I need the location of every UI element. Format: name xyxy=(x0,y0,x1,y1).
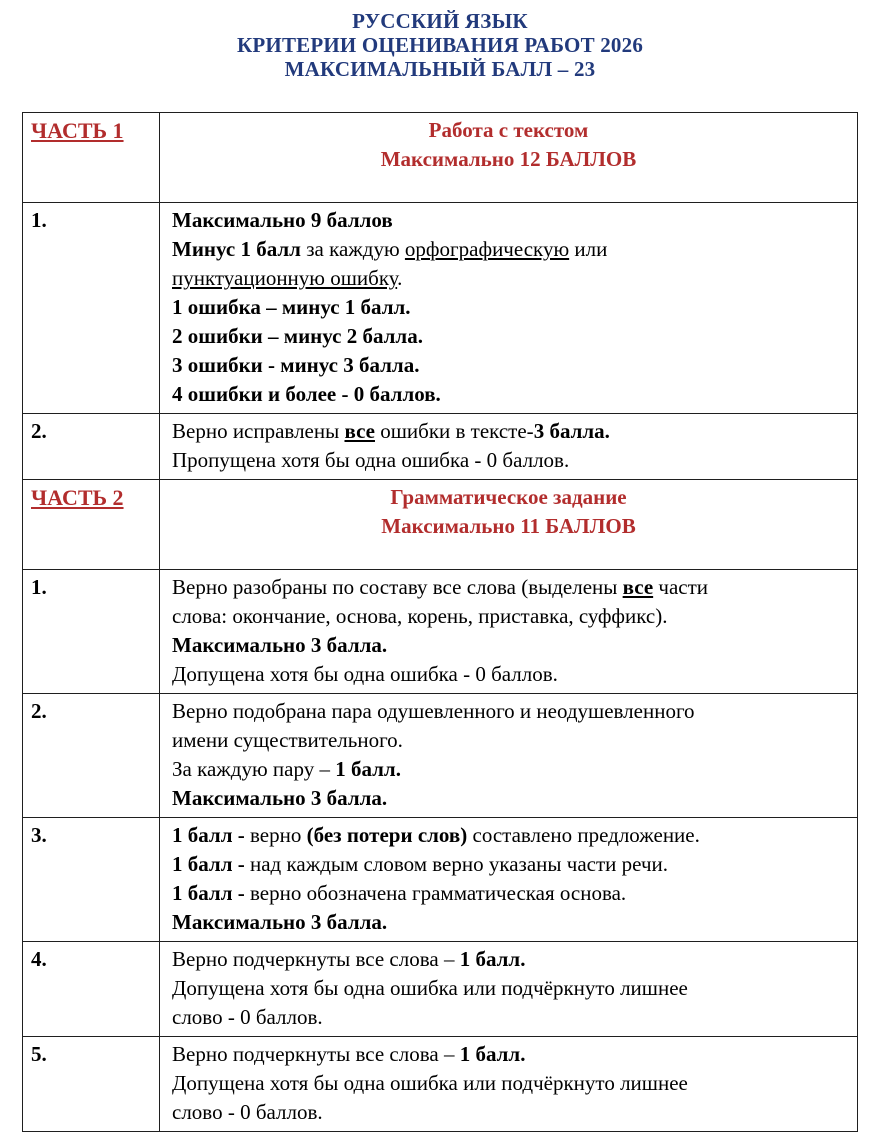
criterion-text-line xyxy=(172,908,845,937)
criterion-text-cell xyxy=(160,480,857,569)
criterion-number: 4. xyxy=(31,947,47,971)
text-run: все xyxy=(344,419,375,443)
criterion-text-line xyxy=(172,206,845,235)
text-run: 3 ошибки - минус 3 балла. xyxy=(172,353,420,377)
text-run: Верно исправлены xyxy=(172,419,345,443)
text-run: Максимально 11 БАЛЛОВ xyxy=(381,514,636,538)
section-label: ЧАСТЬ 2 xyxy=(31,485,124,510)
text-run: составлено предложение. xyxy=(467,823,700,847)
criterion-text-cell xyxy=(160,113,857,202)
text-run: Верно подчеркнуты все слова – xyxy=(172,1042,460,1066)
criterion-text-line xyxy=(172,631,845,660)
criterion-text-line xyxy=(172,1098,845,1127)
criterion-number-cell xyxy=(23,113,160,202)
text-run: (без потери слов) xyxy=(306,823,468,847)
text-run: части xyxy=(653,575,709,599)
document-title xyxy=(0,0,880,81)
text-run: все xyxy=(622,575,654,599)
criterion-text-line xyxy=(172,483,845,512)
criterion-text-cell xyxy=(160,694,857,817)
criterion-number-cell xyxy=(23,414,160,479)
criterion-text-line xyxy=(172,573,845,602)
criterion-text-line xyxy=(172,380,845,409)
text-run: . xyxy=(397,266,403,290)
text-run: 1 балл - xyxy=(172,881,250,905)
criterion-number-cell xyxy=(23,818,160,941)
text-run: Максимально 3 балла. xyxy=(172,633,388,657)
table-row xyxy=(23,818,857,942)
text-run: Верно подобрана пара одушевленного и неодушевленного xyxy=(172,699,695,723)
criterion-number: 2. xyxy=(31,419,47,443)
criterion-text-line xyxy=(172,1003,845,1032)
text-run: слово - 0 баллов. xyxy=(172,1100,323,1124)
criterion-text-line xyxy=(172,264,845,293)
criterion-number: 1. xyxy=(31,208,47,232)
criterion-text-cell xyxy=(160,818,857,941)
criterion-text-line xyxy=(172,1040,845,1069)
criterion-text-line xyxy=(172,879,845,908)
text-run: Верно разобраны по составу все слова (выделены xyxy=(172,575,623,599)
text-run: 1 балл. xyxy=(459,947,526,971)
criterion-text-line xyxy=(172,697,845,726)
text-run: 1 ошибка – минус 1 балл. xyxy=(172,295,411,319)
criterion-text-line xyxy=(172,293,845,322)
criterion-text-line xyxy=(172,974,845,1003)
criterion-text-line xyxy=(172,755,845,784)
text-run: слово - 0 баллов. xyxy=(172,1005,323,1029)
criterion-text-line xyxy=(172,945,845,974)
criterion-text-cell xyxy=(160,1037,857,1131)
criterion-number-cell xyxy=(23,1037,160,1131)
criterion-number-cell xyxy=(23,942,160,1036)
text-run: 1 балл - xyxy=(172,852,250,876)
criterion-text-line xyxy=(172,821,845,850)
text-run: 1 балл. xyxy=(459,1042,526,1066)
text-run: Максимально 3 балла. xyxy=(172,786,388,810)
text-run: Допущена хотя бы одна ошибка или подчёркнуто лишнее xyxy=(172,1071,688,1095)
criterion-text-line xyxy=(172,235,845,264)
criteria-table xyxy=(22,112,858,1132)
text-run: верно обозначена грамматическая основа. xyxy=(250,881,627,905)
text-run: 4 ошибки и более - 0 баллов. xyxy=(172,382,441,406)
criterion-text-cell xyxy=(160,942,857,1036)
criterion-text-line xyxy=(172,145,845,174)
table-row xyxy=(23,942,857,1037)
text-run: за каждую xyxy=(300,237,405,261)
doc-title-line-1: РУССКИЙ ЯЗЫК xyxy=(352,9,528,33)
doc-title-line-2: КРИТЕРИИ ОЦЕНИВАНИЯ РАБОТ 2026 xyxy=(236,33,644,57)
criterion-text-line xyxy=(172,116,845,145)
criterion-number: 5. xyxy=(31,1042,47,1066)
text-run: над каждым словом верно указаны части речи. xyxy=(250,852,668,876)
criterion-text-line xyxy=(172,784,845,813)
criterion-number-cell xyxy=(23,203,160,413)
text-run: 1 балл - xyxy=(172,823,250,847)
criterion-text-line xyxy=(172,322,845,351)
criterion-number: 3. xyxy=(31,823,47,847)
text-run: Допущена хотя бы одна ошибка или подчёркнуто лишнее xyxy=(172,976,688,1000)
criterion-text-cell xyxy=(160,570,857,693)
text-run: верно xyxy=(250,823,307,847)
criterion-text-line xyxy=(172,1069,845,1098)
text-run: За каждую пару – xyxy=(172,757,336,781)
table-row xyxy=(23,694,857,818)
criterion-number: 2. xyxy=(31,699,47,723)
text-run: Максимально 3 балла. xyxy=(172,910,388,934)
criterion-text-cell xyxy=(160,203,857,413)
text-run: или xyxy=(569,237,608,261)
criterion-text-line xyxy=(172,446,845,475)
criterion-number: 1. xyxy=(31,575,47,599)
text-run: Максимально 9 баллов xyxy=(172,208,393,232)
section-header-row xyxy=(23,480,857,570)
table-row xyxy=(23,203,857,414)
text-run: Минус 1 балл xyxy=(172,237,301,261)
criterion-text-line xyxy=(172,660,845,689)
text-run: Максимально 12 БАЛЛОВ xyxy=(380,147,637,171)
table-row xyxy=(23,1037,857,1131)
criterion-number-cell xyxy=(23,694,160,817)
criterion-number-cell xyxy=(23,480,160,569)
criterion-text-line xyxy=(172,351,845,380)
criterion-text-line xyxy=(172,602,845,631)
criterion-text-line xyxy=(172,417,845,446)
text-run: Грамматическое задание xyxy=(390,485,627,509)
text-run: слова: окончание, основа, корень, приставка, суффикс). xyxy=(172,604,668,628)
text-run: Допущена хотя бы одна ошибка - 0 баллов. xyxy=(172,662,558,686)
doc-title-line-3: МАКСИМАЛЬНЫЙ БАЛЛ – 23 xyxy=(284,57,596,81)
criterion-text-line xyxy=(172,850,845,879)
text-run: Верно подчеркнуты все слова – xyxy=(172,947,460,971)
text-run: пунктуационную ошибку xyxy=(172,266,398,290)
section-header-row xyxy=(23,113,857,203)
text-run: орфографическую xyxy=(404,237,570,261)
text-run: ошибки в тексте- xyxy=(374,419,534,443)
criterion-text-line xyxy=(172,726,845,755)
text-run: Работа с текстом xyxy=(428,118,589,142)
criterion-text-cell xyxy=(160,414,857,479)
criterion-text-line xyxy=(172,512,845,541)
text-run: имени существительного. xyxy=(172,728,403,752)
text-run: 1 балл. xyxy=(335,757,401,781)
table-row xyxy=(23,414,857,480)
text-run: 3 балла. xyxy=(533,419,610,443)
text-run: Пропущена хотя бы одна ошибка - 0 баллов. xyxy=(172,448,570,472)
section-label: ЧАСТЬ 1 xyxy=(31,118,124,143)
table-row xyxy=(23,570,857,694)
text-run: 2 ошибки – минус 2 балла. xyxy=(172,324,423,348)
criterion-number-cell xyxy=(23,570,160,693)
